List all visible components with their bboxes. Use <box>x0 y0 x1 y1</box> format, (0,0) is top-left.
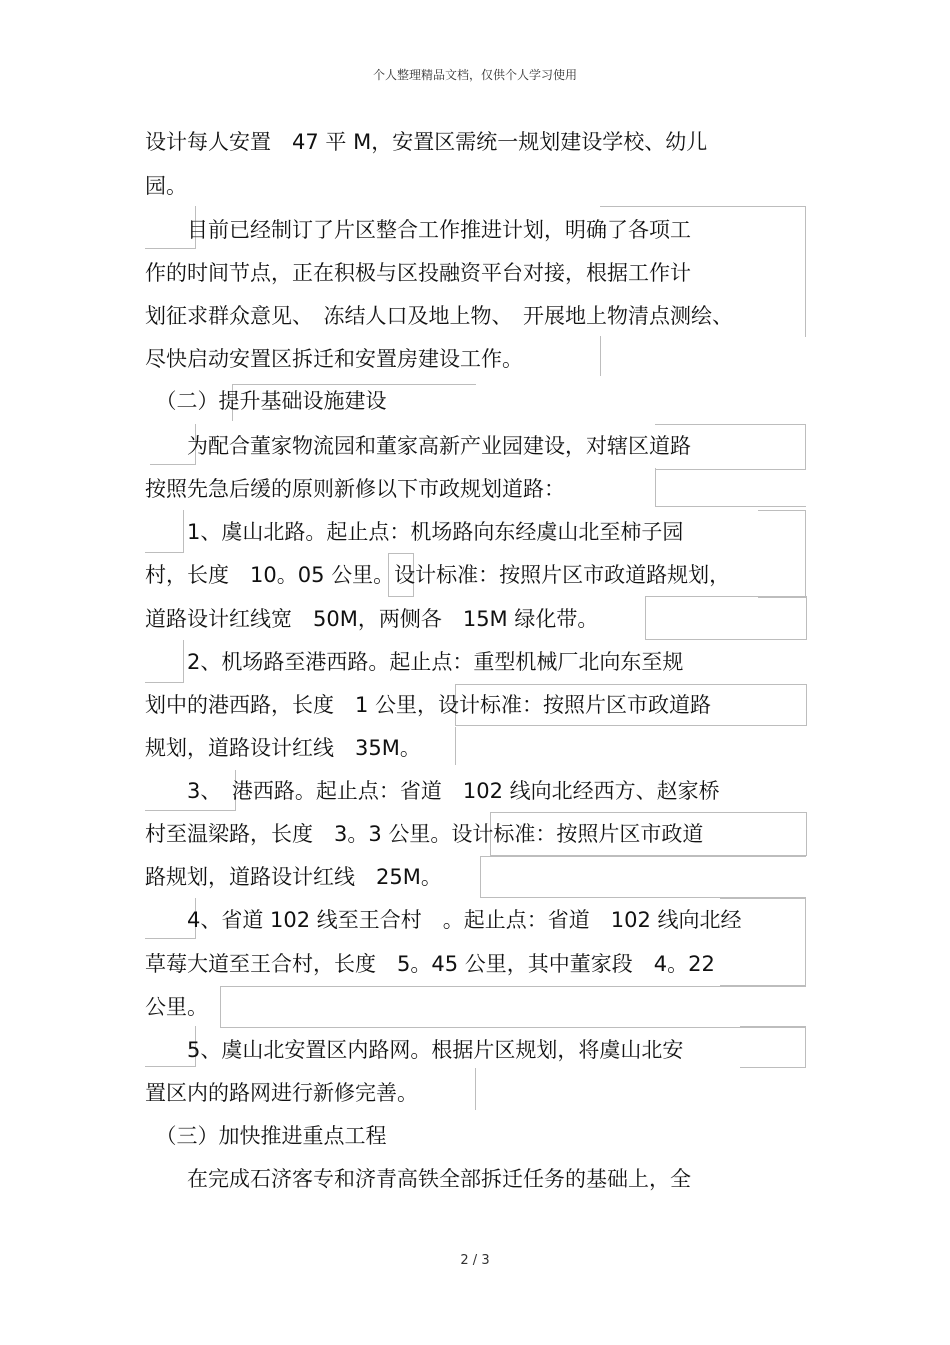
bracket-frame <box>475 1068 476 1110</box>
bracket-frame <box>758 510 806 598</box>
page-number: 2 / 3 <box>460 1253 490 1268</box>
bracket-frame <box>600 336 601 376</box>
body-line: 路规划，道路设计红线 25M。 <box>145 865 442 889</box>
page-header: 个人整理精品文档，仅供个人学习使用 <box>372 68 577 82</box>
bracket-frame <box>455 727 456 765</box>
body-line: 划征求群众意见、 冻结人口及地上物、 开展地上物清点测绘、 <box>145 304 733 328</box>
body-line: 3、 港西路。起止点：省道 102 线向北经西方、赵家桥 <box>145 779 720 803</box>
bracket-frame <box>220 986 806 1028</box>
body-line: 公里。 <box>145 995 208 1019</box>
body-line: 尽快启动安置区拆迁和安置房建设工作。 <box>145 347 523 371</box>
body-line: 划中的港西路，长度 1 公里，设计标准：按照片区市政道路 <box>145 693 712 717</box>
bracket-frame <box>645 596 807 640</box>
bracket-frame <box>655 468 806 507</box>
bracket-frame <box>480 856 806 898</box>
body-line: 2、机场路至港西路。起止点：重型机械厂北向东至规 <box>145 650 684 674</box>
body-line: 在完成石济客专和济青高铁全部拆迁任务的基础上，全 <box>145 1167 691 1191</box>
body-line: 为配合董家物流园和董家高新产业园建设，对辖区道路 <box>145 434 691 458</box>
body-line: 设计每人安置 47 平 M，安置区需统一规划建设学校、幼儿 <box>145 130 708 154</box>
body-line: 规划，道路设计红线 35M。 <box>145 736 421 760</box>
section-heading: （二）提升基础设施建设 <box>145 389 387 413</box>
body-line: 4、省道 102 线至王合村 。起止点：省道 102 线向北经 <box>145 908 742 932</box>
body-line: 5、虞山北安置区内路网。根据片区规划，将虞山北安 <box>145 1038 684 1062</box>
body-line: 草莓大道至王合村，长度 5。45 公里，其中董家段 4。22 <box>145 952 715 976</box>
body-line: 置区内的路网进行新修完善。 <box>145 1081 418 1105</box>
bracket-frame <box>740 1026 806 1068</box>
body-line: 目前已经制订了片区整合工作推进计划，明确了各项工 <box>145 218 691 242</box>
body-line: 园。 <box>145 174 187 198</box>
body-line: 村，长度 10。05 公里。设计标准：按照片区市政道路规划， <box>145 563 731 587</box>
body-line: 作的时间节点，正在积极与区投融资平台对接，根据工作计 <box>145 261 691 285</box>
body-line: 1、虞山北路。起止点：机场路向东经虞山北至柿子园 <box>145 520 684 544</box>
body-line: 按照先急后缓的原则新修以下市政规划道路： <box>145 477 565 501</box>
body-line: 道路设计红线宽 50M，两侧各 15M 绿化带。 <box>145 607 599 631</box>
body-line: 村至温梁路，长度 3。3 公里。设计标准：按照片区市政道 <box>145 822 704 846</box>
section-heading: （三）加快推进重点工程 <box>145 1124 387 1148</box>
